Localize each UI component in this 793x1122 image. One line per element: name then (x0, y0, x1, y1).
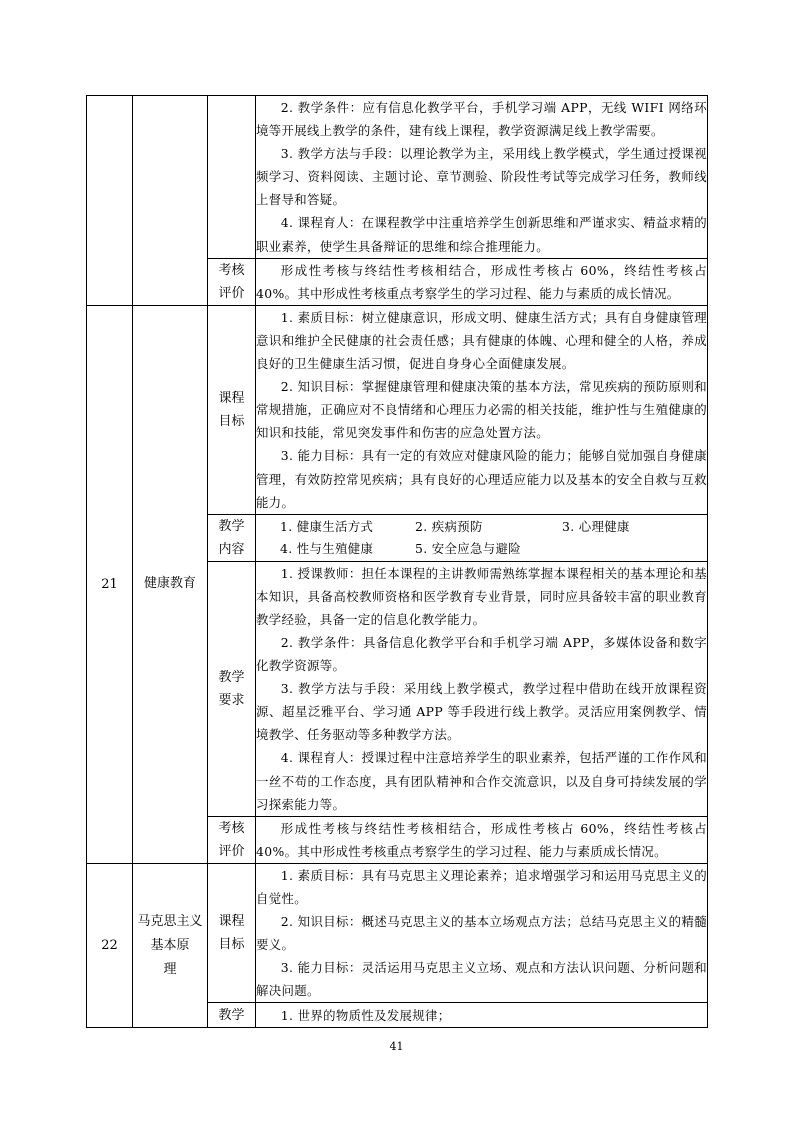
goal-label: 课程 目标 (208, 305, 256, 514)
cont-req-content (256, 96, 708, 259)
cont-req-row (87, 96, 708, 259)
course-name: 马克思主义 基本原 理 (133, 863, 208, 1028)
goal-paragraph: 1. 素质目标：具有马克思主义理论素养；追求增强学习和运用马克思主义的自觉性。 (256, 867, 707, 906)
content-item: 3. 心理健康 (562, 518, 630, 534)
goal-paragraph: 2. 知识目标：概述马克思主义的基本立场观点方法；总结马克思主义的精髓要义。 (256, 914, 707, 953)
r22-goal-content (256, 863, 708, 1003)
course-name: 健康教育 (133, 305, 208, 863)
goal-paragraph: 1. 素质目标：树立健康意识，形成文明、健康生活方式；具有自身健康管理意识和维护全民健康的社会责任感；具有健康的体魄、心理和健全的人格，养成良好的卫生健康生活习惯，促进自身身心全面健康发展。 (256, 309, 707, 372)
course-table (86, 95, 708, 1028)
goal-paragraph: 3. 能力目标：具有一定的有效应对健康风险的能力；能够自觉加强自身健康管理，有效防控常见疾病；具有良好的心理适应能力以及基本的安全自救与互救能力。 (256, 448, 707, 510)
course-number: 22 (87, 863, 133, 1028)
content-label: 教学 (208, 1003, 256, 1028)
course-number: 21 (87, 305, 133, 863)
r21-eval-content (256, 816, 708, 863)
content-item: 1. 健康生活方式 (280, 518, 374, 534)
r21-req-content (256, 561, 708, 816)
content-item: 1. 世界的物质性及发展规律； (280, 1007, 451, 1023)
eval-paragraph: 形成性考核与终结性考核相结合，形成性考核占 60%，终结性考核占 40%。其中形成性考核重点考察学生的学习过程、能力与素质的成长情况。 (256, 262, 707, 301)
eval-label: 考核 评价 (208, 816, 256, 863)
req-paragraph: 3. 教学方法与手段：采用线上教学模式，教学过程中借助在线开放课程资源、超星泛雅平台、学习通 APP 等手段进行线上教学。灵活应用案例教学、情境教学、任务驱动等多种教学方法。 (256, 681, 707, 743)
content-item: 5. 安全应急与避险 (415, 540, 521, 556)
cont-name-cell (133, 96, 208, 306)
req-label: 教学 要求 (208, 561, 256, 816)
goal-paragraph: 3. 能力目标：灵活运用马克思主义立场、观点和方法认识问题、分析问题和解决问题。 (256, 960, 707, 999)
r21-goal-content (256, 305, 708, 514)
cont-req-label-cell (208, 96, 256, 259)
content-item: 2. 疾病预防 (415, 518, 483, 534)
goal-label: 课程 目标 (208, 863, 256, 1003)
req-paragraph: 4. 课程育人：在课程教学中注重培养学生创新思维和严谨求实、精益求精的职业素养，使学生具备辩证的思维和综合推理能力。 (256, 215, 707, 254)
eval-paragraph: 形成性考核与终结性考核相结合，形成性考核占 60%，终结性考核占 40%。其中形成性考核重点考察学生的学习过程、能力与素质成长情况。 (256, 820, 707, 859)
req-paragraph: 2. 教学条件：具备信息化教学平台和手机学习端 APP，多媒体设备和数字化教学资源等。 (256, 634, 707, 674)
r22-content-first (256, 1003, 708, 1028)
r21-content-items (256, 514, 708, 561)
cont-eval-content (256, 258, 708, 305)
content-label: 教学 内容 (208, 514, 256, 561)
content-item: 4. 性与生殖健康 (280, 540, 374, 556)
r21-goal-row (87, 305, 708, 514)
cont-no-cell (87, 96, 133, 306)
eval-label: 考核 评价 (208, 258, 256, 305)
page-number: 41 (389, 1040, 404, 1053)
req-paragraph: 3. 教学方法与手段：以理论教学为主，采用线上教学模式，学生通过授课视频学习、资料阅读、主题讨论、章节测验、阶段性考试等完成学习任务，教师线上督导和答疑。 (256, 146, 707, 208)
req-paragraph: 4. 课程育人：授课过程中注意培养学生的职业素养，包括严谨的工作作风和一丝不苟的工作态度，具有团队精神和合作交流意识，以及自身可持续发展的学习探索能力等。 (256, 750, 707, 812)
r22-goal-row (87, 863, 708, 1003)
req-paragraph: 2. 教学条件：应有信息化教学平台，手机学习端 APP，无线 WIFI 网络环境等开展线上教学的条件，建有线上课程，教学资源满足线上教学需要。 (256, 100, 707, 139)
req-paragraph: 1. 授课教师：担任本课程的主讲教师需熟练掌握本课程相关的基本理论和基本知识，具备高校教师资格和医学教育专业背景，同时应具备较丰富的职业教育教学经验，具备一定的信息化教学能力。 (256, 565, 707, 627)
goal-paragraph: 2. 知识目标：掌握健康管理和健康决策的基本方法，常见疾病的预防原则和常规措施，正确应对不良情绪和心理压力必需的相关技能，维护性与生殖健康的知识和技能，常见突发事件和伤害的应急处置方法。 (256, 379, 707, 441)
